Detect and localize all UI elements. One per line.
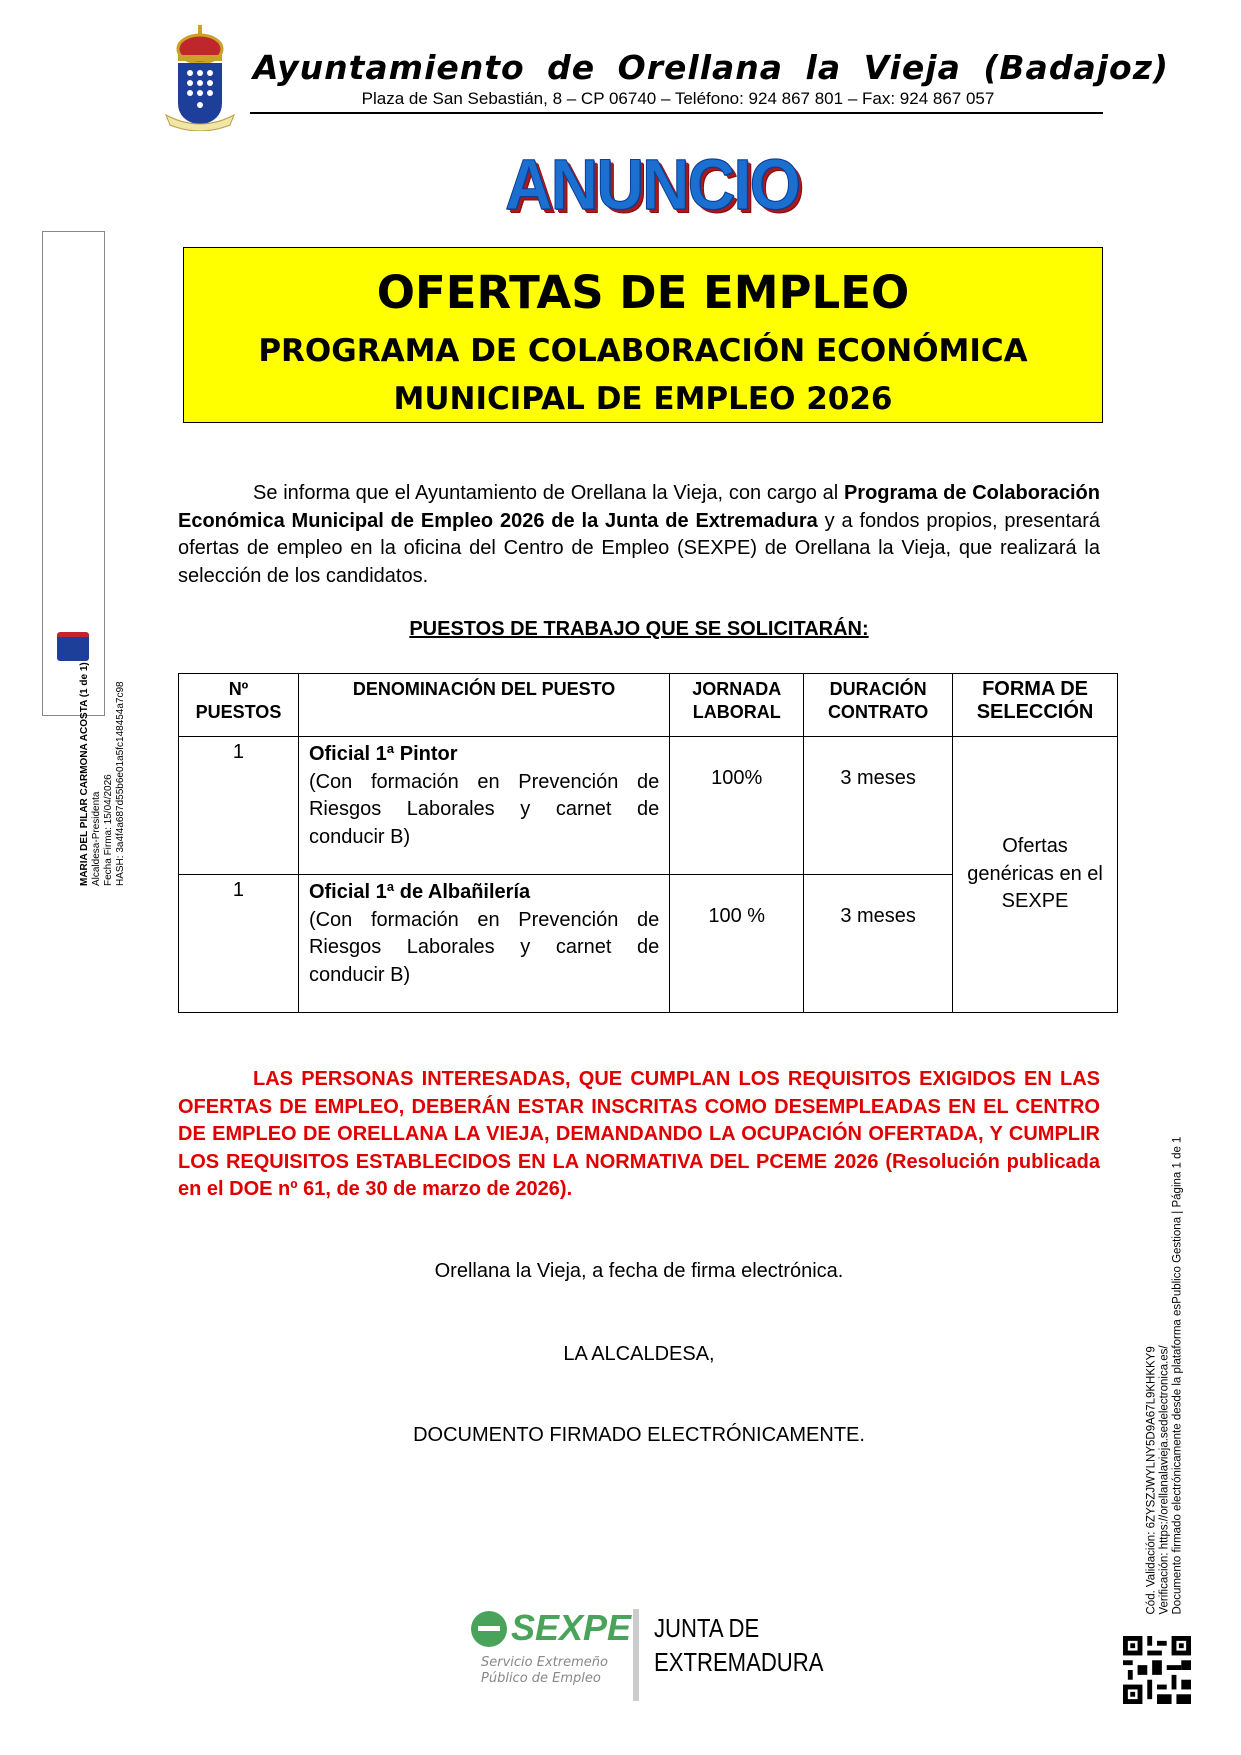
- platform-note: Documento firmado electrónicamente desde la plataforma esPublico Gestiona | Página 1 de 1: [1171, 1136, 1184, 1615]
- organization-title: Ayuntamiento de Orellana la Vieja (Badajoz): [253, 48, 1169, 87]
- intro-paragraph: [178, 480, 1100, 590]
- stamp-crest-icon: [57, 632, 89, 661]
- verification-info: [1146, 1095, 1185, 1615]
- signer-position: Alcaldesa-Presidenta: [91, 791, 102, 886]
- title-box: [183, 247, 1103, 423]
- position-title: Oficial 1ª Pintor: [308, 743, 458, 765]
- header-position: DENOMINACIÓN DEL PUESTO: [298, 674, 669, 737]
- signature-date: Fecha Firma: 15/04/2026: [103, 774, 114, 886]
- sexpe-subtitle-1: Servicio Extremeño: [481, 1655, 608, 1670]
- header-workday: JORNADA LABORAL: [670, 674, 804, 737]
- row-position: [298, 875, 669, 1013]
- document-subtitle-line2: MUNICIPAL DE EMPLEO 2026: [393, 381, 893, 417]
- place-date: Orellana la Vieja, a fecha de firma electrónica.: [434, 1260, 844, 1282]
- document-title: OFERTAS DE EMPLEO: [376, 266, 910, 319]
- row-count: 1: [179, 875, 299, 1013]
- row-workday: 100%: [670, 737, 804, 875]
- header-duration: DURACIÓN CONTRATO: [804, 674, 953, 737]
- junta-logo-line2: EXTREMADURA: [654, 1647, 824, 1677]
- header-divider: [250, 112, 1103, 114]
- position-detail: (Con formación en Prevención de Riesgos Laborales y carnet de conducir B): [308, 908, 660, 986]
- signer-role: LA ALCALDESA,: [563, 1343, 715, 1365]
- positions-table: [178, 673, 1118, 1013]
- announcement-badge: ANUNCIO: [505, 144, 799, 224]
- coat-of-arms-logo: [164, 25, 236, 131]
- signature-stamp: [42, 231, 126, 886]
- positions-heading: PUESTOS DE TRABAJO QUE SE SOLICITARÁN:: [409, 618, 869, 640]
- selection-method: Ofertas genéricas en el SEXPE: [953, 737, 1118, 1013]
- intro-text-1: Se informa que el Ayuntamiento de Orellana la Vieja, con cargo al: [253, 482, 844, 504]
- row-duration: 3 meses: [804, 737, 953, 875]
- logo-divider: [633, 1609, 639, 1701]
- position-title: Oficial 1ª de Albañilería: [308, 881, 531, 903]
- header-count: Nº PUESTOS: [179, 674, 299, 737]
- row-workday: 100 %: [670, 875, 804, 1013]
- validation-code: Cód. Validación: 6ZYSZJWYLNY5D9A67L9KHKKY9: [1145, 1346, 1158, 1615]
- signed-statement: DOCUMENTO FIRMADO ELECTRÓNICAMENTE.: [413, 1424, 865, 1446]
- intro-text-2: y a fondos propios, presentará ofertas de empleo en la oficina del Centro de Empleo (SEXPE) de Orellana la Vieja, que realizará la selección de los candidatos.: [178, 509, 1100, 587]
- junta-logo-line1: JUNTA DE: [654, 1613, 760, 1643]
- organization-address: Plaza de San Sebastián, 8 – CP 06740 – Teléfono: 924 867 801 – Fax: 924 867 057: [361, 89, 995, 108]
- header-selection: FORMA DE SELECCIÓN: [953, 674, 1118, 737]
- table-header-row: [179, 674, 1118, 737]
- verification-url[interactable]: Verificación: https://orellanalavieja.sedelectronica.es/: [1158, 1345, 1171, 1615]
- requirements-notice: LAS PERSONAS INTERESADAS, QUE CUMPLAN LOS REQUISITOS EXIGIDOS EN LAS OFERTAS DE EMPLEO, DEBERÁN ESTAR INSCRITAS COMO DESEMPLEADAS EN EL CENTRO DE EMPLEO DE ORELLANA LA VIEJA, DEMANDANDO LA OCUPACIÓN OFERTADA, Y CUMPLIR LOS REQUISITOS ESTABLECIDOS EN LA NORMATIVA DEL PCEME 2026 (Resolución publicada en el DOE nº 61, de 30 de marzo de 2026).: [178, 1068, 1100, 1200]
- sexpe-subtitle-2: Público de Empleo: [481, 1671, 601, 1686]
- position-detail: (Con formación en Prevención de Riesgos Laborales y carnet de conducir B): [308, 770, 660, 848]
- row-position: [298, 737, 669, 875]
- document-subtitle-line1: PROGRAMA DE COLABORACIÓN ECONÓMICA: [258, 333, 1028, 369]
- row-duration: 3 meses: [804, 875, 953, 1013]
- sexpe-e-icon: [471, 1611, 507, 1647]
- qr-code-icon[interactable]: [1122, 1636, 1192, 1704]
- table-row: [179, 737, 1118, 875]
- sexpe-logo-text: SEXPE: [511, 1607, 632, 1648]
- signer-name: MARIA DEL PILAR CARMONA ACOSTA (1 de 1): [79, 662, 90, 886]
- row-count: 1: [179, 737, 299, 875]
- signature-hash: HASH: 3a4f4a687d55b6e01a5fc148454a7c98: [115, 681, 126, 886]
- signature-stamp-text: [79, 466, 127, 886]
- intro-program-name: Programa de Colaboración Económica Municipal de Empleo 2026 de la Junta de Extremadura: [178, 482, 1100, 532]
- footer-logos: [471, 1607, 824, 1702]
